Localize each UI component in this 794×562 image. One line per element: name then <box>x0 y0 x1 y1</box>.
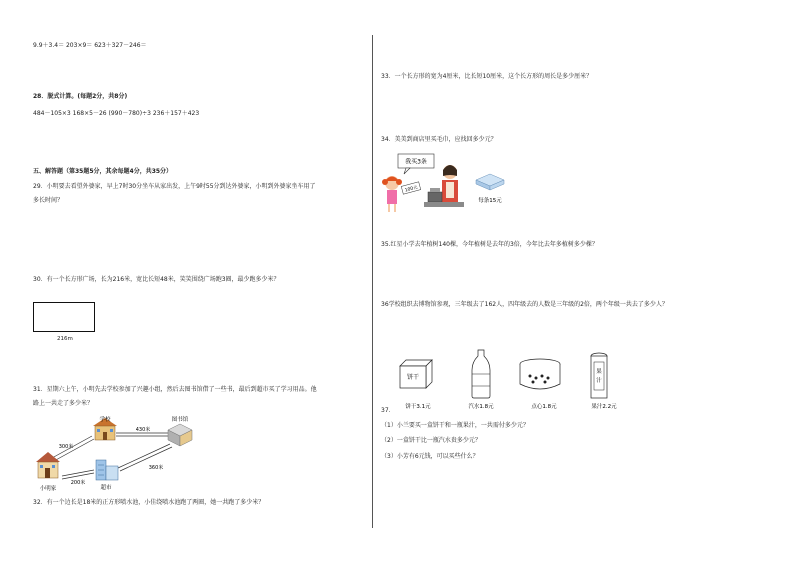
price-soda: 汽水1.8元 <box>468 404 494 410</box>
market-icon <box>96 460 118 480</box>
q29-line1: 29．小明要去看望外婆家，早上7时30分坐车从家出发，上午9时55分到达外婆家，小明到外婆家坐车用了 <box>33 183 316 190</box>
calc-line: 9.9＋3.4＝ 203×9＝ 623＋327－246＝ <box>33 42 147 49</box>
dist-home-market: 200米 <box>70 480 86 486</box>
section5-title: 五、解答题（第35题5分，其余每题4分，共35分） <box>33 168 173 175</box>
q36-text: 36学校组织去博物馆参观，三年级去了162人，四年级去的人数是三年级的2倍，两个年级一共去了多少人？ <box>381 301 668 308</box>
label-market: 超市 <box>100 485 112 491</box>
price-biscuit: 饼干3.1元 <box>405 404 431 410</box>
q28-title: 28．脱式计算。(每题2分，共8分) <box>33 93 128 100</box>
juice-label-top: 果 <box>596 369 602 375</box>
dist-home-school: 300米 <box>58 444 74 450</box>
dist-market-library: 360米 <box>148 465 164 471</box>
q37-products <box>394 348 624 414</box>
road-home-market <box>62 470 94 479</box>
bubble-text: 我买3条 <box>405 158 427 166</box>
label-library: 图书馆 <box>171 417 189 423</box>
q28-items: 484－105×3 168×5－26 (990－780)÷3 236＋157＋423 <box>33 110 200 117</box>
road-market-library <box>118 444 172 471</box>
towel-icon <box>476 174 504 190</box>
money-label: 100元 <box>404 185 419 194</box>
q30-rect-label: 216m <box>57 336 73 342</box>
q37-label: 37． <box>381 407 395 414</box>
library-icon <box>168 424 192 446</box>
soda-bottle-icon <box>472 350 490 398</box>
shopkeeper-icon <box>442 165 458 202</box>
juice-box-icon <box>591 353 607 398</box>
price-snack: 点心1.8元 <box>531 404 557 410</box>
q33-text: 33．一个长方形的宽为4厘米，比长短10厘米，这个长方形的周长是多少厘米？ <box>381 73 593 80</box>
towel-price: 每条15元 <box>478 198 502 204</box>
q37-sub1: （1）小兰要买一盒饼干和一瓶果汁，一共需付多少元？ <box>381 422 529 429</box>
price-juice: 果汁2.2元 <box>591 404 617 410</box>
q34-illustration <box>380 150 510 218</box>
dist-school-library: 430米 <box>135 427 151 433</box>
label-school: 学校 <box>99 417 111 423</box>
biscuit-box-text: 饼干 <box>406 374 420 381</box>
q31-map <box>30 412 200 500</box>
q37-sub2: （2）一盒饼干比一瓶汽水贵多少元？ <box>381 437 481 444</box>
q31-line1: 31．星期六上午，小明先去学校参加了兴趣小组，然后去图书馆借了一些书，最后到超市买了学习用品。他 <box>33 386 317 393</box>
q35-text: 35.红星小学去年植树140棵，今年植树是去年的3倍，今年比去年多植树多少棵？ <box>381 241 598 248</box>
q30-rectangle <box>33 302 95 332</box>
column-divider <box>372 35 373 528</box>
q31-line2: 路上一共走了多少米？ <box>33 400 94 407</box>
girl-icon <box>382 176 402 212</box>
juice-label-bottom: 汁 <box>596 378 602 384</box>
snack-tin-icon <box>520 359 560 389</box>
label-home: 小明家 <box>39 486 57 492</box>
q37-sub3: （3）小芳有6元钱，可以买些什么？ <box>381 453 479 460</box>
q32-text: 32．有一个边长是18米的正方形喷水池，小佳绕喷水池跑了两圈，她一共跑了多少米？ <box>33 499 265 506</box>
q29-line2: 多长时间？ <box>33 197 64 204</box>
q30-text: 30．有一个长方形广场，长为216米，宽比长短48米，笑笑围绕广场跑3圈，最少跑多少米？ <box>33 276 280 283</box>
road-school-library <box>116 433 170 436</box>
q34-text: 34．美美到商店里买毛巾，应找回多少元？ <box>381 136 497 143</box>
